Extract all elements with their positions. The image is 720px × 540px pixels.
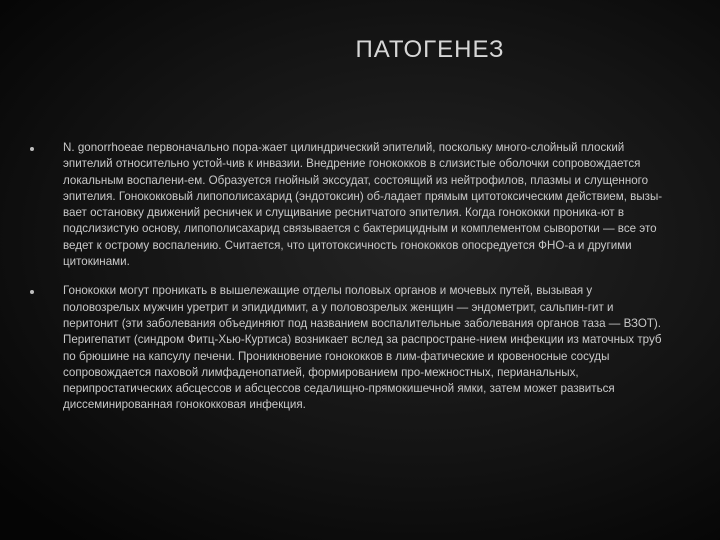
bullet-text: Гонококки могут проникать в вышележащие отделы половых органов и мочевых путей, вызывая у половозрелых мужчин уретрит и эпидидимит, а у половозрелых женщин — эндометрит, сальпин-гит и перитонит (эти заболевания объединяют под названием воспалительные заболевания органов таза — ВЗОТ). Перигепатит (синдром Фитц-Хью-Куртиса) возникает вслед за распростране-нием инфекции из маточных труб по брюшине на капсулу печени. Проникновение гонококков в лим-фатические и кровеносные сосуды сопровождается паховой лимфаденопатией, формированием про-межностных, перианальных, перипростатических абсцессов и абсцессов седалищно-прямокишечной ямки, затем может развиться диссеминированная гонококковая инфекция. (63, 284, 662, 412)
slide-title: ПАТОГЕНЕЗ (355, 36, 505, 63)
bullet-item (30, 283, 668, 413)
bullet-dot-icon (30, 290, 34, 294)
bullet-list (30, 140, 668, 427)
bullet-item (30, 140, 668, 270)
bullet-text: N. gonorrhoeae первоначально пора-жает цилиндрический эпителий, поскольку много-слойный плоский эпителий относительно устой-чив к инвазии. Внедрение гонококков в слизистые оболочки сопровождается локальным воспалени-ем. Образуется гнойный экссудат, состоящий из нейтрофилов, плазмы и слущенного эпителия. Гонококковый липополисахарид (эндотоксин) об-ладает прямым цитотоксическим действием, вызы-вает остановку движений ресничек и слущивание реснитчатого эпителия. Когда гонококки проника-ют в подслизистую основу, липополисахарид связывается с бактерицидным и комплементом сыворотки — все это ведет к острому воспалению. Считается, что цитотоксичность гонококков опосредуется ФНО-a и другими цитокинами. (63, 141, 663, 269)
bullet-dot-icon (30, 147, 34, 151)
